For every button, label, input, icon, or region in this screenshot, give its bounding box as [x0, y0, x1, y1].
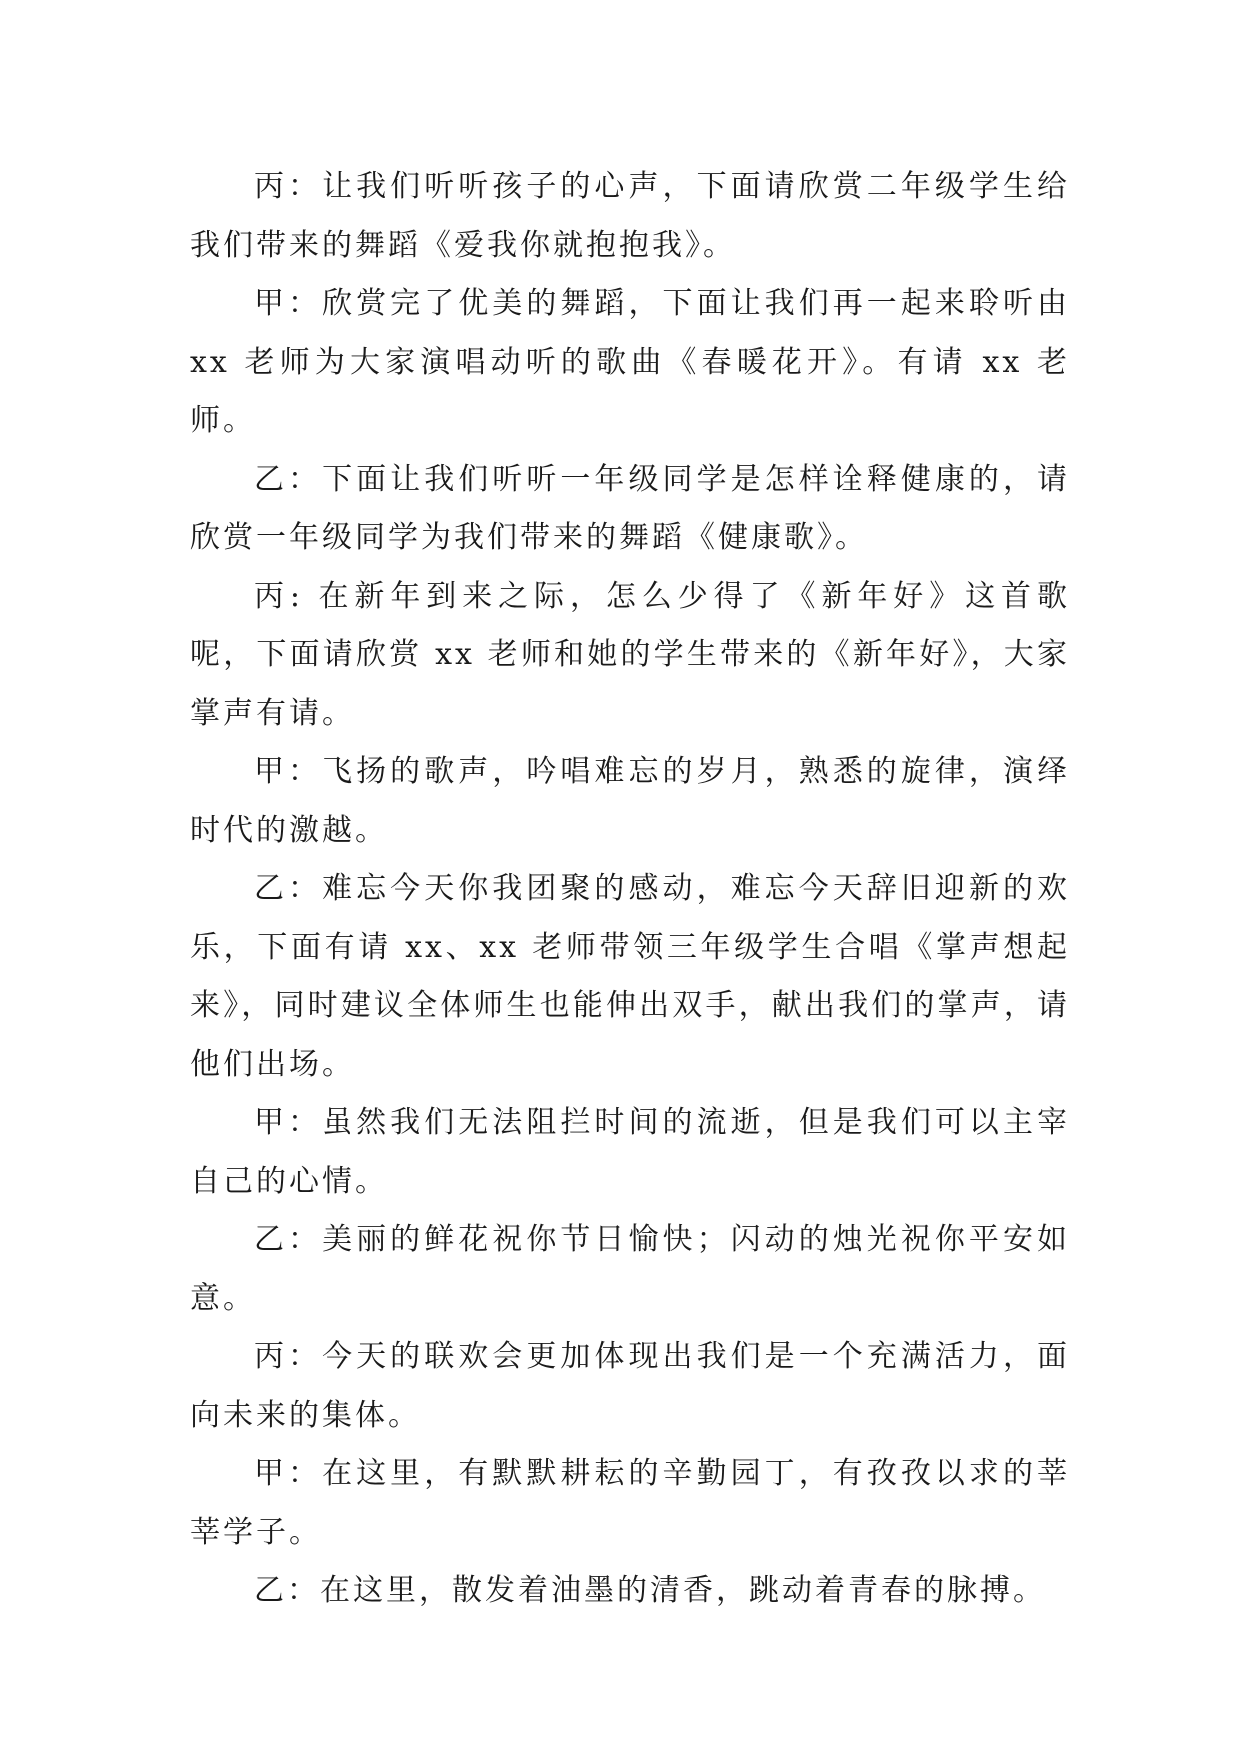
paragraph: 乙：难忘今天你我团聚的感动，难忘今天辞旧迎新的欢乐，下面有请 xx、xx 老师带领三年级学生合唱《掌声想起来》，同时建议全体师生也能伸出双手，献出我们的掌声，请他们出场。 [190, 871, 1070, 1082]
paragraph: 乙：下面让我们听听一年级同学是怎样诠释健康的，请欣赏一年级同学为我们带来的舞蹈《健康歌》。 [190, 461, 1070, 555]
paragraph: 甲：虽然我们无法阻拦时间的流逝，但是我们可以主宰自己的心情。 [190, 1105, 1070, 1199]
paragraph: 丙：今天的联欢会更加体现出我们是一个充满活力，面向未来的集体。 [190, 1339, 1070, 1433]
document-body [190, 158, 1070, 1621]
paragraph: 甲：欣赏完了优美的舞蹈，下面让我们再一起来聆听由 xx 老师为大家演唱动听的歌曲《春暖花开》。有请 xx 老师。 [190, 286, 1070, 438]
paragraph: 乙：美丽的鲜花祝你节日愉快；闪动的烛光祝你平安如意。 [190, 1222, 1070, 1316]
paragraph: 丙: 在新年到来之际，怎么少得了《新年好》这首歌呢，下面请欣赏 xx 老师和她的学生带来的《新年好》，大家掌声有请。 [190, 578, 1070, 731]
paragraph: 丙：让我们听听孩子的心声，下面请欣赏二年级学生给我们带来的舞蹈《爱我你就抱抱我》。 [190, 169, 1070, 263]
paragraph: 乙：在这里，散发着油墨的清香，跳动着青春的脉搏。 [254, 1573, 1046, 1608]
paragraph: 甲：在这里，有默默耕耘的辛勤园丁，有孜孜以求的莘莘学子。 [190, 1456, 1070, 1550]
paragraph: 甲：飞扬的歌声，吟唱难忘的岁月，熟悉的旋律，演绎时代的激越。 [190, 754, 1070, 848]
